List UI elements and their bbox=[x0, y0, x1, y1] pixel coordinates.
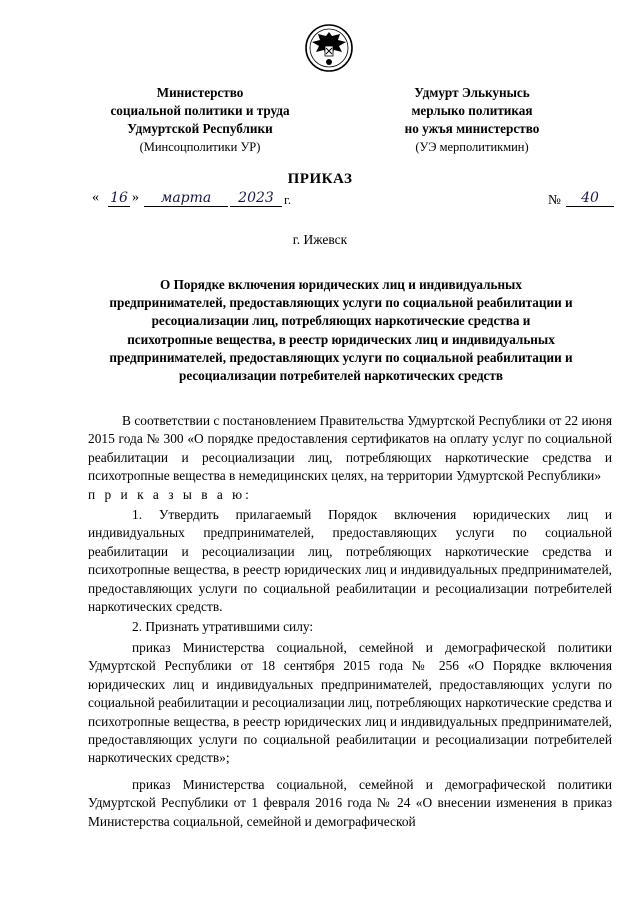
ministry-abbreviation: (УЭ мерполитикмин) bbox=[415, 140, 529, 154]
ministry-name-line: Удмуртской Республики bbox=[127, 121, 273, 136]
repealed-order-1: приказ Министерства социальной, семейной и демографической политики Удмуртской Республики от 18 сентября 2015 года № 256 «О Порядке включения юридических лиц и индивидуальных предпринимателей, предоставляющих услуги по социальной реабилитации и ресоциализации лиц, потребляющих наркотические средства и психотропные вещества, в реестр юридических лиц и индивидуальных предпринимателей, предоставляющих услуги по социальной реабилитации и ресоциализации потребителей наркотических средств»; bbox=[88, 639, 612, 766]
clause-2: 2. Признать утратившими силу: bbox=[132, 619, 314, 635]
date-quote-open: « bbox=[92, 190, 99, 205]
document-title: ПРИКАЗ bbox=[287, 171, 353, 187]
clause-1: 1. Утвердить прилагаемый Порядок включения юридических лиц и индивидуальных предпринимателей, предоставляющих услуги по социальной реабилитации и ресоциализации лиц, потребляющих наркотические средства и психотропные вещества, в реестр юридических лиц и индивидуальных предпринимателей, предоставляющих услуги по социальной реабилитации и ресоциализации потребителей наркотических средств. bbox=[88, 507, 612, 615]
date-year: 2023 bbox=[230, 190, 282, 207]
repealed-order-2: приказ Министерства социальной, семейной и демографической политики Удмуртской Республики от 1 февраля 2016 года № 24 «О внесении изменения в приказ Министерства социальной, семейной и демографической bbox=[88, 776, 612, 829]
ministry-name-russian bbox=[80, 84, 320, 156]
ministry-name-line: социальной политики и труда bbox=[110, 103, 290, 118]
order-body bbox=[88, 412, 612, 831]
ministry-name-line: но ужъя министерство bbox=[404, 121, 540, 136]
date-month: марта bbox=[144, 190, 228, 207]
ministry-name-line: мерлыко политикая bbox=[411, 103, 533, 118]
date-number-line bbox=[70, 190, 610, 214]
date-quote-close: » bbox=[132, 190, 139, 205]
ministry-abbreviation: (Минсоцполитики УР) bbox=[139, 140, 261, 154]
document-city: г. Ижевск bbox=[292, 232, 348, 247]
preamble-text: В соответствии с постановлением Правительства Удмуртской Республики от 22 июня 2015 года № 300 «О порядке предоставления сертификатов на оплату услуг по социальной реабилитации и ресоциализации лиц, потребляющих наркотические средства и психотропные вещества в немедицинских целях, на территории Удмуртской Республики» bbox=[88, 413, 612, 484]
coat-of-arms-icon bbox=[304, 22, 354, 74]
date-day: 16 bbox=[108, 190, 130, 207]
order-directive: п р и к а з ы в а ю: bbox=[88, 486, 252, 502]
date-suffix: г. bbox=[284, 192, 292, 207]
preamble-paragraph bbox=[88, 412, 612, 504]
ministry-name-line: Министерство bbox=[156, 85, 244, 100]
ministry-name-udmurt bbox=[356, 84, 588, 156]
order-number: 40 bbox=[566, 190, 614, 207]
ministry-name-line: Удмурт Элькунысь bbox=[414, 85, 530, 100]
order-number-sign: № bbox=[548, 192, 561, 207]
order-subject: О Порядке включения юридических лиц и индивидуальных предпринимателей, предоставляющих услуги по социальной реабилитации и ресоциализации лиц, потребляющих наркотические средства и психотропные вещества, в реестр юридических лиц и индивидуальных предпринимателей, предоставляющих услуги по социальной реабилитации и ресоциализации потребителей наркотических средств bbox=[109, 277, 573, 384]
